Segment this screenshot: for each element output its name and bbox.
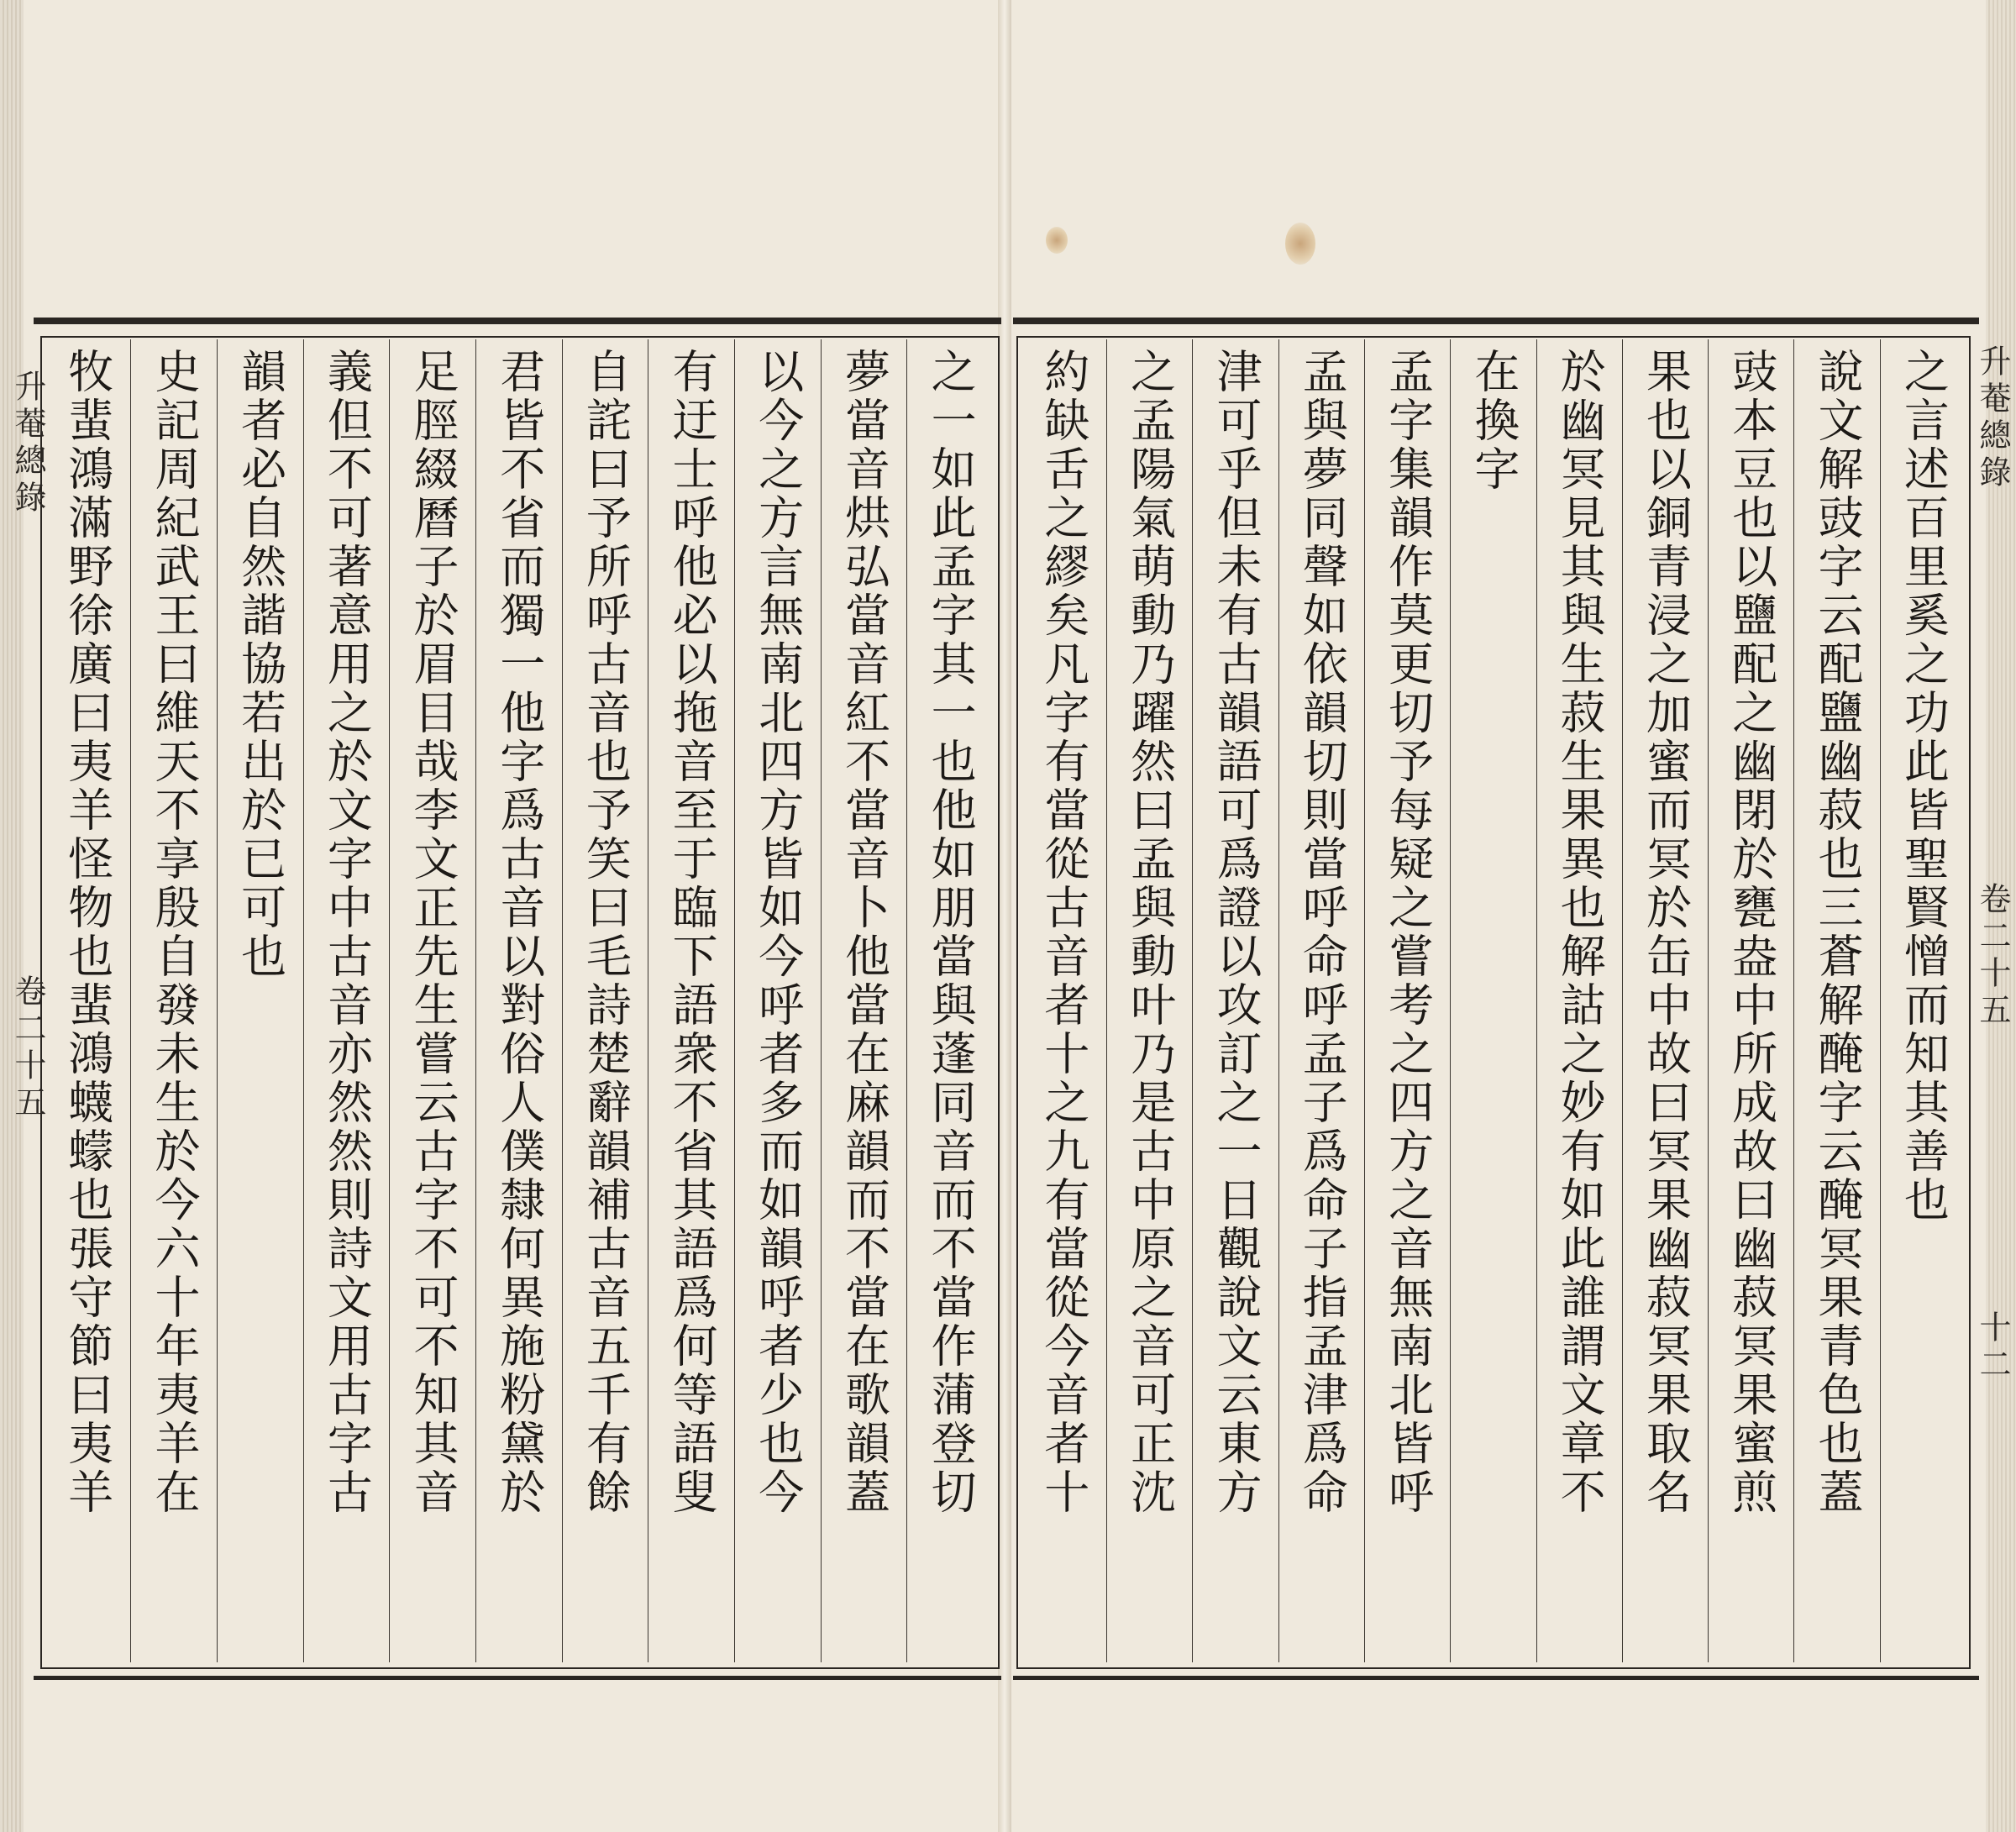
text-column bbox=[217, 339, 303, 1662]
right-margin-title: 升菴總錄 bbox=[1974, 344, 2011, 492]
text-column bbox=[1106, 339, 1192, 1662]
text-column bbox=[130, 339, 217, 1662]
text-column bbox=[44, 339, 130, 1662]
text-column bbox=[475, 339, 562, 1662]
book-spine bbox=[998, 0, 1011, 1832]
left-margin-volume: 卷二十五 bbox=[9, 974, 46, 1122]
text-column bbox=[1622, 339, 1708, 1662]
right-folio-number: 十二 bbox=[1974, 1310, 2011, 1384]
column-text: 自詫曰予所呼古音也予笑曰毛詩楚辭韻補古音五千有餘 bbox=[579, 348, 633, 1517]
text-column bbox=[389, 339, 475, 1662]
text-column bbox=[1021, 339, 1106, 1662]
column-text: 以今之方言無南北四方皆如今呼者多而如韻呼者少也今 bbox=[751, 348, 805, 1517]
text-column bbox=[1364, 339, 1450, 1662]
column-text: 之言述百里奚之功此皆聖賢憎而知其善也 bbox=[1897, 348, 1950, 1225]
column-text: 豉本豆也以鹽配之幽閉於甕盎中所成故曰幽菽冥果蜜煎 bbox=[1725, 348, 1778, 1517]
column-text: 足脛綴曆子於眉目哉李文正先生嘗云古字不可不知其音 bbox=[407, 348, 460, 1517]
column-text: 夢當音烘弘當音紅不當音卜他當在麻韻而不當在歌韻蓋 bbox=[837, 348, 891, 1517]
column-text: 牧蜚鴻滿野徐廣曰夷羊怪物也蜚鴻蠛蠓也張守節曰夷羊 bbox=[60, 348, 114, 1517]
text-column bbox=[562, 339, 648, 1662]
left-margin-title: 升菴總錄 bbox=[9, 370, 46, 517]
right-top-rule bbox=[1013, 318, 1979, 324]
text-column bbox=[906, 339, 993, 1662]
column-text: 於幽冥見其與生菽生果異也解詁之妙有如此誰謂文章不 bbox=[1553, 348, 1607, 1517]
text-column bbox=[1450, 339, 1536, 1662]
paper-stain bbox=[1046, 227, 1068, 254]
column-text: 君皆不省而獨一他字爲古音以對俗人僕隸何異施粉黛於 bbox=[492, 348, 546, 1517]
text-column bbox=[1278, 339, 1364, 1662]
column-text: 史記周紀武王曰維天不享殷自發未生於今六十年夷羊在 bbox=[147, 348, 201, 1517]
column-text: 之一如此孟字其一也他如朋當與蓬同音而不當作蒲登切 bbox=[924, 348, 978, 1517]
text-column bbox=[648, 339, 734, 1662]
text-column bbox=[1708, 339, 1793, 1662]
left-page-columns bbox=[44, 339, 993, 1662]
text-column bbox=[734, 339, 821, 1662]
paper-stain bbox=[1285, 223, 1315, 265]
column-text: 在換字 bbox=[1467, 348, 1520, 494]
left-bottom-rule bbox=[34, 1676, 1001, 1680]
right-margin-volume: 卷二十五 bbox=[1974, 882, 2011, 1030]
text-column bbox=[821, 339, 907, 1662]
column-text: 約缺舌之繆矣凡字有當從古音者十之九有當從今音者十 bbox=[1037, 348, 1090, 1517]
text-column bbox=[303, 339, 390, 1662]
column-text: 說文解豉字云配鹽幽菽也三蒼解醃字云醃冥果青色也蓋 bbox=[1811, 348, 1865, 1517]
text-column bbox=[1536, 339, 1622, 1662]
column-text: 果也以銅青浸之加蜜而冥於缶中故曰冥果幽菽冥果取名 bbox=[1639, 348, 1693, 1517]
column-text: 韻者必自然諧協若出於已可也 bbox=[234, 348, 287, 981]
column-text: 孟字集韻作莫更切予每疑之嘗考之四方之音無南北皆呼 bbox=[1381, 348, 1435, 1517]
column-text: 孟與夢同聲如依韻切則當呼命呼孟子爲命子指孟津爲命 bbox=[1295, 348, 1349, 1517]
right-bottom-rule bbox=[1013, 1676, 1979, 1680]
text-column bbox=[1880, 339, 1966, 1662]
left-page-edge bbox=[0, 0, 24, 1832]
text-column bbox=[1192, 339, 1278, 1662]
left-top-rule bbox=[34, 318, 1001, 324]
right-page-columns bbox=[1020, 339, 1966, 1662]
text-column bbox=[1793, 339, 1879, 1662]
column-text: 之孟陽氣萌動乃躍然曰孟與動叶乃是古中原之音可正沈 bbox=[1123, 348, 1177, 1517]
column-text: 津可乎但未有古韻語可爲證以攻訂之一日觀說文云東方 bbox=[1209, 348, 1263, 1517]
column-text: 義但不可著意用之於文字中古音亦然然則詩文用古字古 bbox=[320, 348, 374, 1517]
column-text: 有迂士呼他必以拖音至于臨下語衆不省其語爲何等語叟 bbox=[665, 348, 719, 1517]
